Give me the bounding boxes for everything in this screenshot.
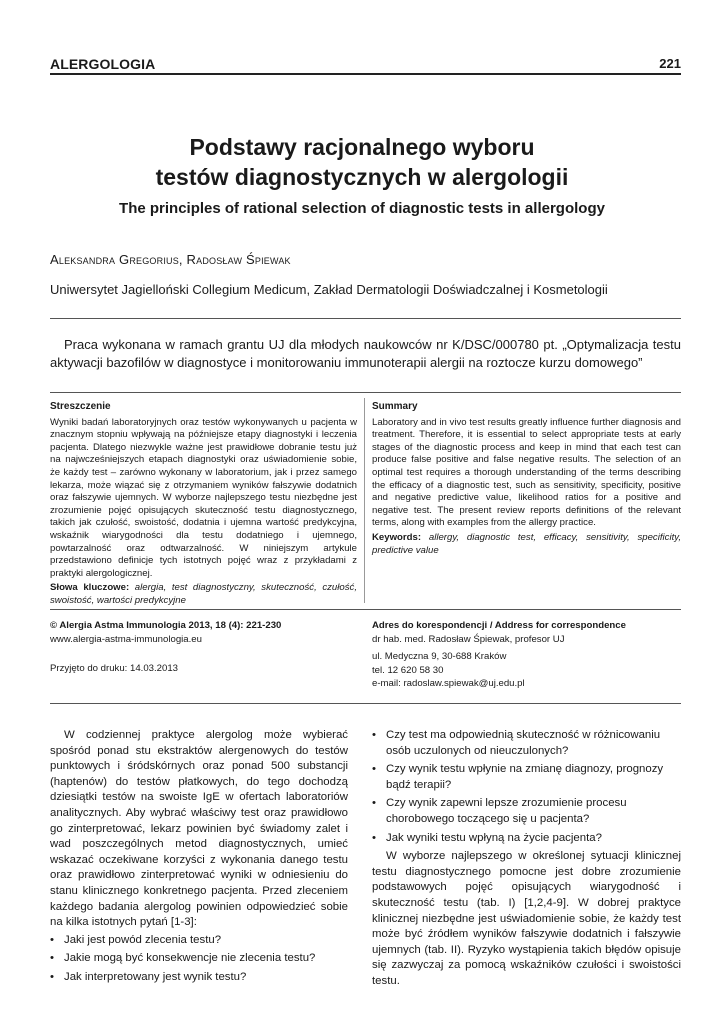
summary-heading: Summary [372,401,418,412]
list-item-text: Czy wynik testu wpłynie na zmianę diagnozy, prognozy bądź terapii? [386,763,664,791]
page-number: 221 [659,56,681,71]
list-item [372,762,681,793]
article-title-polish [0,132,724,192]
bullet-icon: • [372,831,376,844]
list-item-text: Jak interpretowany jest wynik testu? [64,970,247,983]
keywords-label: Keywords: [372,531,422,543]
bullet-icon: • [372,797,376,810]
accepted-date: Przyjęto do druku: 14.03.2013 [50,663,179,674]
list-item-text: Jaki jest powód zlecenia testu? [64,933,222,946]
divider [50,609,681,610]
article-title-english: The principles of rational selection of diagnostic tests in allergology [119,200,605,217]
correspondent-street: ul. Medyczna 9, 30-688 Kraków [372,651,507,662]
abstract-heading: Streszczenie [50,401,111,412]
affiliation: Uniwersytet Jagielloński Collegium Medicum, Zakład Dermatologii Doświadczalnej i Kosmetologii [50,282,608,297]
correspondent-phone: tel. 12 620 58 30 [372,664,444,676]
body-column-right [372,728,681,990]
abstract-english [372,401,681,557]
question-list [372,728,681,846]
divider [50,703,681,704]
journal-section: ALERGOLOGIA [50,56,156,72]
list-item [372,831,681,847]
list-item-text: Czy test ma odpowiednią skuteczność w różnicowaniu osób uczulonych od nieuczulonych? [386,729,661,757]
header-rule [50,73,681,75]
question-list [50,933,348,986]
keywords-list: alergia, test diagnostyczny, skuteczność, czułość, swoistość, wartości predykcyjne [50,582,357,606]
correspondent-name: dr hab. med. Radosław Śpiewak, profesor UJ [372,633,565,645]
divider [50,392,681,393]
column-divider [364,398,365,603]
body-column-left [50,728,348,989]
body-paragraph: W wyborze najlepszego w określonej sytuacji klinicznej testu diagnostycznego pomocne jest dobre zrozumienie podstawowych pojęć opisujących wiarygodność i skuteczność testu (tab. I) [1,2,4-9]. W dobrej praktyce klinicznej niezbędne jest uświadomienie sobie, że każdy test może być źródłem wyników fałszywie dodatnich i fałszywie ujemnych (tab. II). Ryzyko wystąpienia takich błędów opisuje się zazwyczaj za pomocą wskaźników czułości i swoistości testu. [372,850,681,987]
list-item [372,796,681,827]
bullet-icon: • [372,763,376,776]
list-item [50,951,348,967]
bullet-icon: • [372,729,376,741]
journal-website[interactable]: www.alergia-astma-immunologia.eu [50,633,202,645]
correspondent-email[interactable]: e-mail: radoslaw.spiewak@uj.edu.pl [372,678,525,689]
keywords [372,532,681,557]
body-paragraph: W codziennej praktyce alergolog może wybierać spośród ponad stu ekstraktów alergenowych do testów punktowych i śródskórnych oraz ponad 500 substancji (haptenów) do testów płatkowych, do tego dochodzą dziesiątki testów na swoiste IgE w ofertach laboratoriów analitycznych. Aby wybrać właściwy test oraz prawidłowo go zinterpretować, lekarz powinien być świadomy zalet i wad poszczególnych metod diagnostycznych, umieć wskazać oczekiwane korzyści z wykonania danego testu oraz prawidłowo zinterpretować wyniki w odniesieniu do stanu klinicznego konkretnego pacjenta. Przed zleceniem każdego badania alergolog powinien odpowiedzieć sobie na kilka istotnych pytań [1-3]: [50,729,348,929]
title-line-2: testów diagnostycznych w alergologii [155,164,569,190]
list-item [372,728,681,759]
running-header [50,54,681,74]
bullet-icon: • [50,970,54,983]
authors: Aleksandra Gregorius, Radosław Śpiewak [50,252,291,267]
keywords [50,582,357,607]
abstract-text: Wyniki badań laboratoryjnych oraz testów wykonywanych u pacjenta w znacznym stopniu wpływają na późniejsze etapy diagnostyki i leczenia pacjenta. Dlatego niezwykle ważne jest prawidłowe dobranie testu już na najwcześniejszych etapach diagnostyki oraz uświadomienie sobie, że każdy test – zarówno wykonany w laboratorium, jak i przez samego lekarza, może wiązać się z otrzymaniem wyników fałszywie dodatnich oraz fałszywie ujemnych. W wyborze najlepszego testu niezbędne jest zrozumienie pojęć opisujących skuteczność testu diagnostycznego, takich jak czułość, swoistość, dodatnia i ujemna wartość predykcyjna, wskaźnik wiarygodności dla testu dodatniego i ujemnego, powtarzalność oraz odtwarzalność. W niniejszym artykule przedstawiono definicje tych istotnych pojęć wraz z przykładami z praktyki alergologicznej. [50,416,357,579]
citation: © Alergia Astma Immunologia 2013, 18 (4): 221-230 [50,620,282,631]
keywords-list: allergy, diagnostic test, efficacy, sensitivity, specificity, predictive value [372,531,681,556]
abstract-polish [50,401,357,608]
list-item [50,933,348,949]
correspondence-heading: Adres do korespondencji / Address for correspondence [372,620,626,631]
list-item-text: Jakie mogą być konsekwencje nie zlecenia testu? [64,952,316,965]
title-line-1: Podstawy racjonalnego wyboru [189,134,535,160]
divider [50,318,681,319]
list-item [50,970,348,986]
bullet-icon: • [50,952,54,965]
list-item-text: Czy wynik zapewni lepsze zrozumienie procesu chorobowego toczącego się u pacjenta? [386,797,627,825]
list-item-text: Jak wyniki testu wpłyną na życie pacjenta? [386,831,602,844]
bullet-icon: • [50,933,54,946]
citation-block [50,619,355,676]
keywords-label: Słowa kluczowe: [50,582,130,594]
grant-note: Praca wykonana w ramach grantu UJ dla młodych naukowców nr K/DSC/000780 pt. „Optymalizacja testu aktywacji bazofilów w diagnostyce i monitorowaniu immunoterapii alergii na roztocze kurzu domowego” [50,337,681,370]
summary-text: Laboratory and in vivo test results greatly influence further diagnosis and treatment. Therefore, it is essential to select appropriate tests at early stages of the diagnostic process and keep in mind that each test can produce false positive and false negative results. The selection of an optimal test requires a thorough understanding of the terms describing the efficacy of a diagnostic test, such as sensitivity, specificity, positive and negative predictive value, likelihood ratios for a positive and negative test. The present review reports definitions of the relevant terms, along with examples from the allergy practice. [372,416,681,529]
correspondence-block [372,619,681,691]
